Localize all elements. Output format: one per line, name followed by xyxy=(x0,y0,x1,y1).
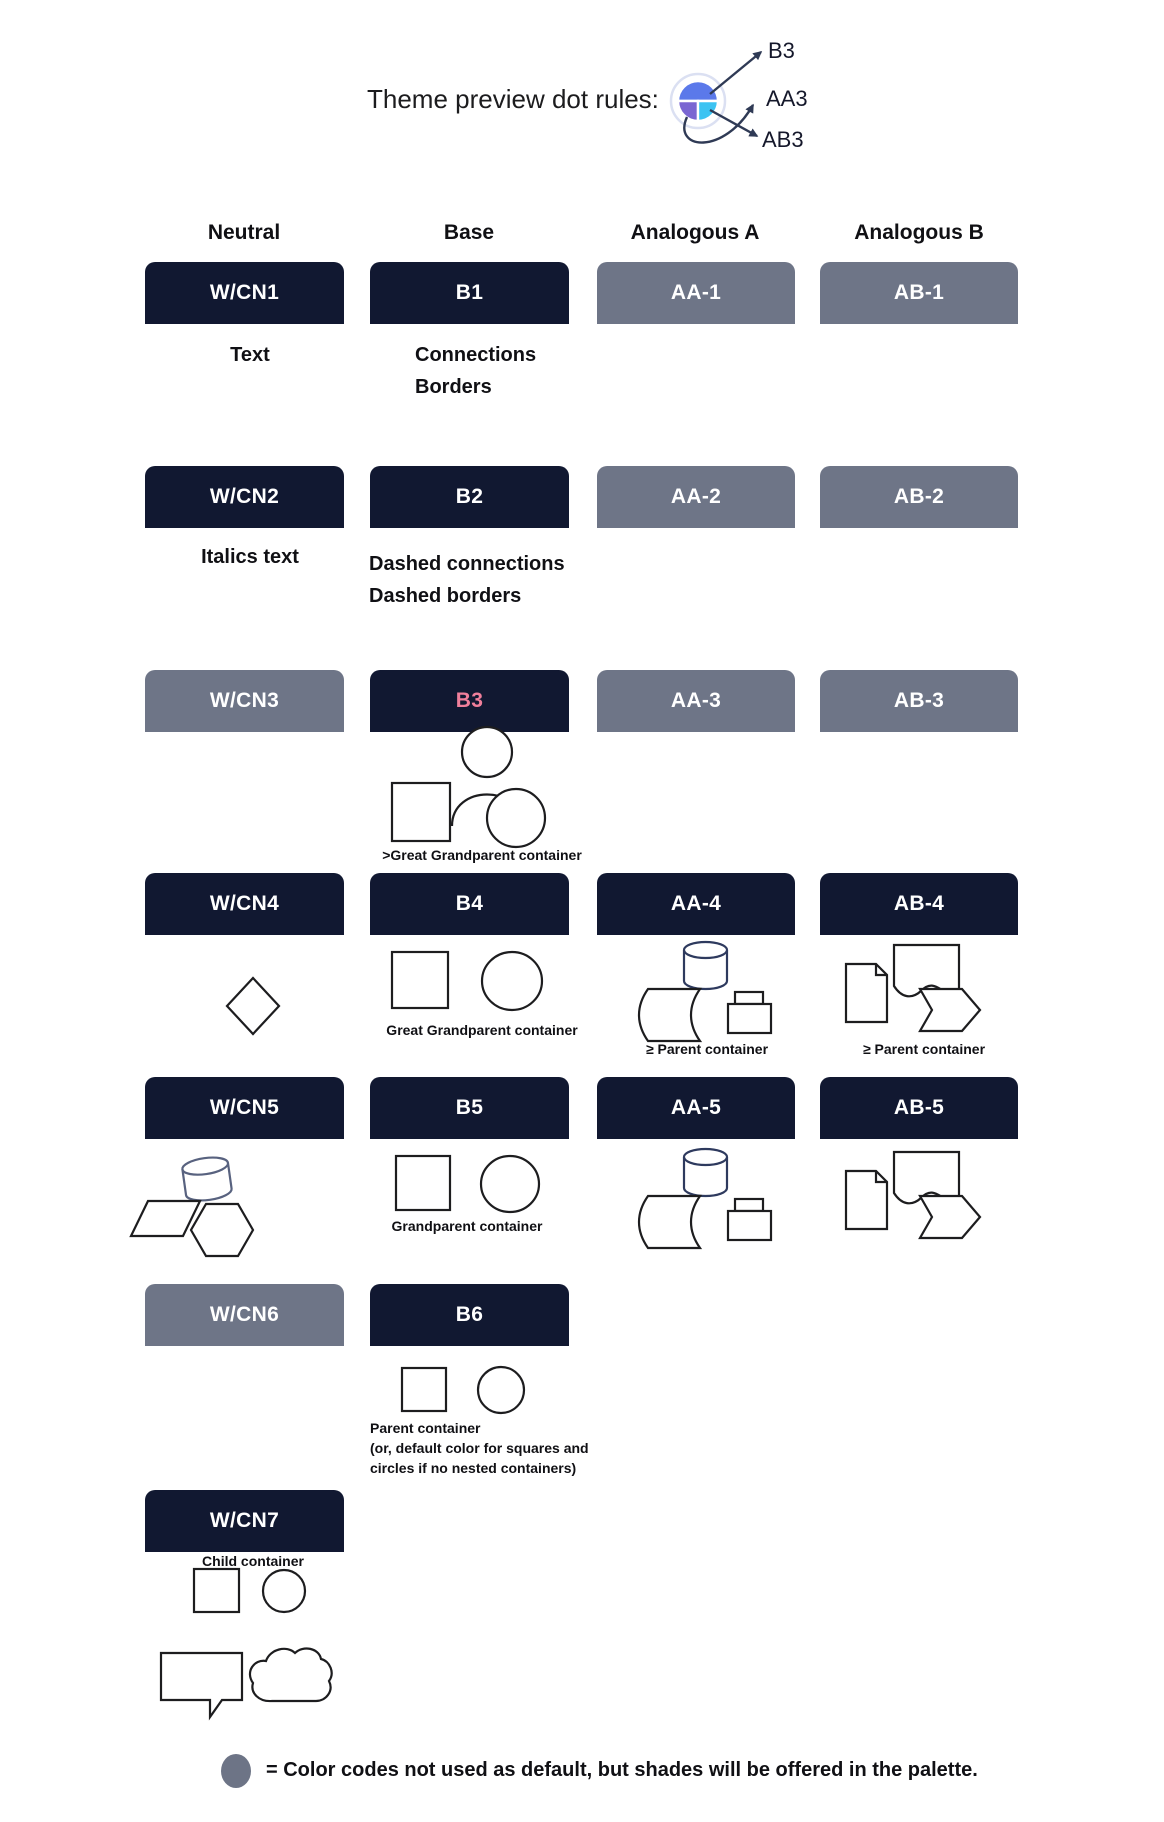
b4-shape-group xyxy=(392,952,542,1010)
note-shape xyxy=(846,1171,887,1229)
caption-dashed-borders: Dashed borders xyxy=(369,585,522,607)
swatch-aa1: AA-1 xyxy=(597,262,795,324)
caption-text: Text xyxy=(230,344,270,366)
caption-parent-line2: (or, default color for squares and xyxy=(370,1440,589,1456)
swatch-wcn2: W/CN2 xyxy=(145,466,344,528)
legend-dot xyxy=(221,1754,251,1788)
swatch-b6: B6 xyxy=(370,1284,569,1346)
square-shape xyxy=(402,1368,446,1411)
parallelogram-shape xyxy=(131,1201,200,1236)
swatch-ab3: AB-3 xyxy=(820,670,1018,732)
swatch-wcn4: W/CN4 xyxy=(145,873,344,935)
column-header-neutral: Neutral xyxy=(207,221,281,244)
swatch-b4: B4 xyxy=(370,873,569,935)
folder-shape xyxy=(728,1211,771,1240)
caption-parent-line1: Parent container xyxy=(370,1420,481,1436)
arrow-to-b3 xyxy=(710,52,761,94)
swatch-b3: B3 xyxy=(370,670,569,732)
swatch-wcn5: W/CN5 xyxy=(145,1077,344,1139)
column-header-base: Base xyxy=(443,221,495,244)
swatch-b2: B2 xyxy=(370,466,569,528)
caption-parent-line3: circles if no nested containers) xyxy=(370,1460,577,1476)
circle-shape xyxy=(482,952,542,1010)
b3-shape-group xyxy=(392,727,545,847)
swatch-ab1: AB-1 xyxy=(820,262,1018,324)
wcn7-shape-group xyxy=(161,1569,332,1717)
caption-grandparent: Grandparent container xyxy=(391,1218,543,1234)
column-header-analogous-a: Analogous A xyxy=(630,221,760,244)
circle-shape xyxy=(478,1367,524,1413)
swatch-wcn7: W/CN7 xyxy=(145,1490,344,1552)
swatch-wcn1: W/CN1 xyxy=(145,262,344,324)
tilted-cylinder-shape xyxy=(181,1155,232,1203)
square-shape xyxy=(392,952,448,1008)
swatch-aa5: AA-5 xyxy=(597,1077,795,1139)
square-shape xyxy=(194,1569,239,1612)
folder-shape xyxy=(728,1004,771,1033)
caption-connections: Connections xyxy=(415,344,537,366)
swatch-wcn3: W/CN3 xyxy=(145,670,344,732)
square-shape xyxy=(392,783,450,841)
swatch-aa3: AA-3 xyxy=(597,670,795,732)
chevron-shape xyxy=(920,989,980,1031)
legend-text: = Color codes not used as default, but shades will be offered in the palette. xyxy=(266,1759,978,1781)
hexagon-shape xyxy=(191,1204,253,1256)
square-shape xyxy=(396,1156,450,1210)
aa5-shape-group xyxy=(639,1149,771,1248)
diagram-title: Theme preview dot rules: xyxy=(367,84,659,114)
swatch-b1: B1 xyxy=(370,262,569,324)
caption-borders: Borders xyxy=(415,376,492,398)
circle-shape xyxy=(487,789,545,847)
stored-data-shape xyxy=(639,989,700,1041)
folder-tab-shape xyxy=(735,992,763,1004)
wcn5-shape-group xyxy=(131,1155,253,1256)
person-head-shape xyxy=(462,727,512,777)
swatch-aa2: AA-2 xyxy=(597,466,795,528)
b5-shape-group xyxy=(396,1156,539,1212)
swatch-wcn6: W/CN6 xyxy=(145,1284,344,1346)
swatch-aa4: AA-4 xyxy=(597,873,795,935)
caption-ge-parent-ab4: ≥ Parent container xyxy=(862,1041,986,1057)
diamond-shape xyxy=(227,978,279,1034)
preview-dot xyxy=(671,74,725,128)
ab5-shape-group xyxy=(846,1152,980,1238)
dot-target-label-b3: B3 xyxy=(768,38,795,63)
aa4-shape-group xyxy=(639,942,771,1041)
cylinder-top xyxy=(684,942,727,958)
caption-gt-great-grandparent: >Great Grandparent container xyxy=(382,847,582,863)
folder-tab-shape xyxy=(735,1199,763,1211)
caption-italics-text: Italics text xyxy=(201,546,299,568)
cloud-shape xyxy=(250,1648,332,1701)
circle-shape xyxy=(263,1570,305,1612)
stored-data-shape xyxy=(639,1196,700,1248)
column-header-analogous-b: Analogous B xyxy=(854,221,984,244)
circle-shape xyxy=(481,1156,539,1212)
caption-dashed-connections: Dashed connections xyxy=(369,553,565,575)
speech-bubble-shape xyxy=(161,1653,242,1717)
ab4-shape-group xyxy=(846,945,980,1031)
note-shape xyxy=(846,964,887,1022)
b6-shape-group xyxy=(402,1367,524,1413)
chevron-shape xyxy=(920,1196,980,1238)
swatch-b5: B5 xyxy=(370,1077,569,1139)
caption-child-container: Child container xyxy=(202,1553,304,1569)
caption-ge-parent-aa4: ≥ Parent container xyxy=(645,1041,769,1057)
swatch-ab4: AB-4 xyxy=(820,873,1018,935)
dot-target-label-aa3: AA3 xyxy=(766,86,808,111)
dot-target-label-ab3: AB3 xyxy=(762,127,804,152)
caption-great-grandparent: Great Grandparent container xyxy=(386,1022,578,1038)
swatch-ab5: AB-5 xyxy=(820,1077,1018,1139)
arrow-to-ab3 xyxy=(710,110,757,136)
swatch-ab2: AB-2 xyxy=(820,466,1018,528)
cylinder-top xyxy=(684,1149,727,1165)
